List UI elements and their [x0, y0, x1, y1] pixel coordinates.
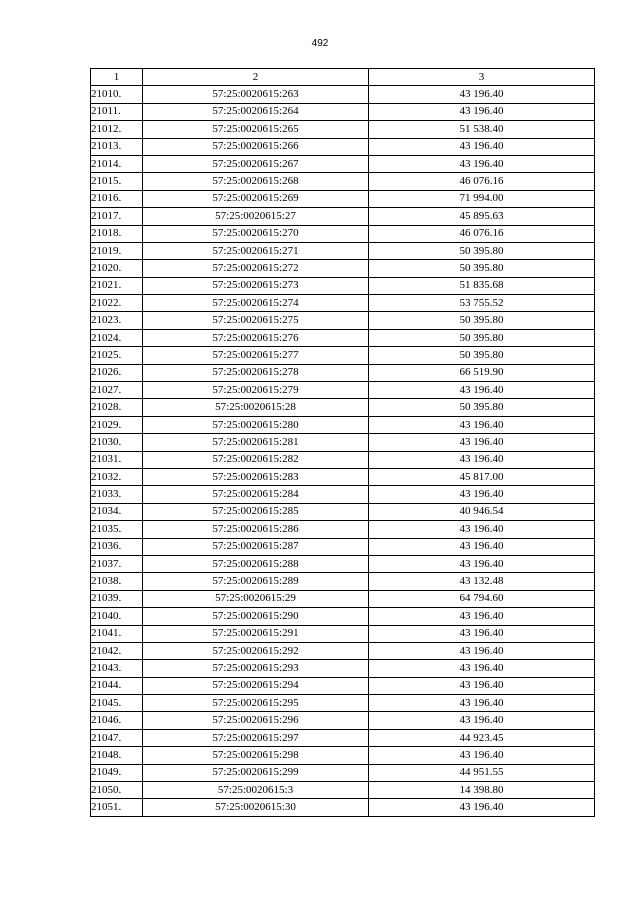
row-number-cell: 21012.	[91, 121, 143, 138]
row-number-cell: 21014.	[91, 155, 143, 172]
cadastral-value-cell: 14 398.80	[369, 782, 595, 799]
table-row	[91, 729, 595, 746]
cadastral-value-cell: 46 076.16	[369, 225, 595, 242]
row-number-cell: 21022.	[91, 295, 143, 312]
cadastral-value-cell: 50 395.80	[369, 260, 595, 277]
row-number-cell: 21047.	[91, 729, 143, 746]
cadastral-number-cell: 57:25:0020615:280	[143, 416, 369, 433]
table-row	[91, 86, 595, 103]
row-number-cell: 21048.	[91, 747, 143, 764]
table-row	[91, 747, 595, 764]
table-row	[91, 242, 595, 259]
row-number-cell: 21041.	[91, 625, 143, 642]
cadastral-value-cell: 43 196.40	[369, 660, 595, 677]
row-number-cell: 21029.	[91, 416, 143, 433]
cadastral-value-cell: 43 196.40	[369, 86, 595, 103]
cadastral-number-cell: 57:25:0020615:296	[143, 712, 369, 729]
cadastral-value-cell: 43 196.40	[369, 608, 595, 625]
row-number-cell: 21018.	[91, 225, 143, 242]
cadastral-number-cell: 57:25:0020615:274	[143, 295, 369, 312]
cadastral-value-cell: 50 395.80	[369, 399, 595, 416]
table-row	[91, 416, 595, 433]
row-number-cell: 21016.	[91, 190, 143, 207]
row-number-cell: 21032.	[91, 468, 143, 485]
table-row	[91, 712, 595, 729]
cadastral-value-cell: 43 196.40	[369, 103, 595, 120]
table-row	[91, 190, 595, 207]
row-number-cell: 21025.	[91, 347, 143, 364]
table-row	[91, 573, 595, 590]
cadastral-value-cell: 43 196.40	[369, 642, 595, 659]
row-number-cell: 21026.	[91, 364, 143, 381]
cadastral-value-cell: 46 076.16	[369, 173, 595, 190]
row-number-cell: 21044.	[91, 677, 143, 694]
cadastral-number-cell: 57:25:0020615:276	[143, 329, 369, 346]
row-number-cell: 21042.	[91, 642, 143, 659]
table-row	[91, 225, 595, 242]
row-number-cell: 21011.	[91, 103, 143, 120]
row-number-cell: 21010.	[91, 86, 143, 103]
cadastral-value-cell: 43 196.40	[369, 747, 595, 764]
column-header-1: 1	[91, 69, 143, 86]
cadastral-number-cell: 57:25:0020615:3	[143, 782, 369, 799]
cadastral-value-cell: 40 946.54	[369, 503, 595, 520]
cadastral-value-cell: 43 132.48	[369, 573, 595, 590]
cadastral-value-cell: 43 196.40	[369, 799, 595, 816]
table-row	[91, 642, 595, 659]
row-number-cell: 21050.	[91, 782, 143, 799]
cadastral-value-cell: 43 196.40	[369, 625, 595, 642]
table-header-row	[91, 69, 595, 86]
table-row	[91, 660, 595, 677]
row-number-cell: 21038.	[91, 573, 143, 590]
cadastral-value-cell: 43 196.40	[369, 695, 595, 712]
row-number-cell: 21033.	[91, 486, 143, 503]
table-row	[91, 677, 595, 694]
cadastral-number-cell: 57:25:0020615:29	[143, 590, 369, 607]
cadastral-number-cell: 57:25:0020615:282	[143, 451, 369, 468]
row-number-cell: 21036.	[91, 538, 143, 555]
cadastral-number-cell: 57:25:0020615:263	[143, 86, 369, 103]
table-row	[91, 103, 595, 120]
table-row	[91, 382, 595, 399]
row-number-cell: 21043.	[91, 660, 143, 677]
row-number-cell: 21049.	[91, 764, 143, 781]
cadastral-value-table	[90, 68, 595, 817]
cadastral-value-cell: 71 994.00	[369, 190, 595, 207]
table-row	[91, 555, 595, 572]
cadastral-number-cell: 57:25:0020615:297	[143, 729, 369, 746]
cadastral-value-cell: 53 755.52	[369, 295, 595, 312]
table-row	[91, 503, 595, 520]
cadastral-number-cell: 57:25:0020615:275	[143, 312, 369, 329]
cadastral-number-cell: 57:25:0020615:299	[143, 764, 369, 781]
table-row	[91, 434, 595, 451]
cadastral-value-cell: 43 196.40	[369, 538, 595, 555]
row-number-cell: 21028.	[91, 399, 143, 416]
cadastral-value-cell: 43 196.40	[369, 382, 595, 399]
cadastral-value-cell: 45 817.00	[369, 468, 595, 485]
row-number-cell: 21034.	[91, 503, 143, 520]
column-header-3: 3	[369, 69, 595, 86]
cadastral-value-cell: 43 196.40	[369, 155, 595, 172]
cadastral-number-cell: 57:25:0020615:289	[143, 573, 369, 590]
cadastral-number-cell: 57:25:0020615:270	[143, 225, 369, 242]
page-number: 492	[311, 38, 329, 49]
cadastral-number-cell: 57:25:0020615:279	[143, 382, 369, 399]
table-row	[91, 521, 595, 538]
row-number-cell: 21021.	[91, 277, 143, 294]
cadastral-number-cell: 57:25:0020615:266	[143, 138, 369, 155]
table-row	[91, 329, 595, 346]
cadastral-value-cell: 43 196.40	[369, 138, 595, 155]
cadastral-number-cell: 57:25:0020615:271	[143, 242, 369, 259]
cadastral-value-cell: 45 895.63	[369, 208, 595, 225]
cadastral-number-cell: 57:25:0020615:288	[143, 555, 369, 572]
cadastral-value-cell: 44 951.55	[369, 764, 595, 781]
cadastral-value-cell: 43 196.40	[369, 555, 595, 572]
cadastral-number-cell: 57:25:0020615:30	[143, 799, 369, 816]
cadastral-number-cell: 57:25:0020615:269	[143, 190, 369, 207]
table-row	[91, 695, 595, 712]
cadastral-number-cell: 57:25:0020615:290	[143, 608, 369, 625]
cadastral-number-cell: 57:25:0020615:277	[143, 347, 369, 364]
row-number-cell: 21019.	[91, 242, 143, 259]
row-number-cell: 21039.	[91, 590, 143, 607]
table-row	[91, 260, 595, 277]
table-row	[91, 173, 595, 190]
cadastral-value-cell: 43 196.40	[369, 486, 595, 503]
row-number-cell: 21040.	[91, 608, 143, 625]
cadastral-number-cell: 57:25:0020615:273	[143, 277, 369, 294]
cadastral-number-cell: 57:25:0020615:286	[143, 521, 369, 538]
table-row	[91, 399, 595, 416]
cadastral-value-cell: 43 196.40	[369, 434, 595, 451]
table-row	[91, 764, 595, 781]
cadastral-number-cell: 57:25:0020615:267	[143, 155, 369, 172]
cadastral-number-cell: 57:25:0020615:278	[143, 364, 369, 381]
cadastral-number-cell: 57:25:0020615:298	[143, 747, 369, 764]
row-number-cell: 21035.	[91, 521, 143, 538]
cadastral-value-cell: 43 196.40	[369, 416, 595, 433]
row-number-cell: 21013.	[91, 138, 143, 155]
cadastral-number-cell: 57:25:0020615:264	[143, 103, 369, 120]
row-number-cell: 21023.	[91, 312, 143, 329]
cadastral-number-cell: 57:25:0020615:268	[143, 173, 369, 190]
row-number-cell: 21037.	[91, 555, 143, 572]
table-row	[91, 277, 595, 294]
cadastral-value-cell: 43 196.40	[369, 712, 595, 729]
table-body	[91, 69, 595, 817]
row-number-cell: 21027.	[91, 382, 143, 399]
cadastral-number-cell: 57:25:0020615:272	[143, 260, 369, 277]
cadastral-number-cell: 57:25:0020615:292	[143, 642, 369, 659]
cadastral-value-cell: 43 196.40	[369, 451, 595, 468]
row-number-cell: 21046.	[91, 712, 143, 729]
cadastral-number-cell: 57:25:0020615:283	[143, 468, 369, 485]
cadastral-value-cell: 64 794.60	[369, 590, 595, 607]
cadastral-number-cell: 57:25:0020615:27	[143, 208, 369, 225]
table-row	[91, 295, 595, 312]
table-row	[91, 625, 595, 642]
cadastral-number-cell: 57:25:0020615:295	[143, 695, 369, 712]
table-row	[91, 608, 595, 625]
cadastral-number-cell: 57:25:0020615:28	[143, 399, 369, 416]
table-row	[91, 468, 595, 485]
cadastral-value-cell: 51 538.40	[369, 121, 595, 138]
table-row	[91, 538, 595, 555]
cadastral-number-cell: 57:25:0020615:265	[143, 121, 369, 138]
row-number-cell: 21015.	[91, 173, 143, 190]
row-number-cell: 21020.	[91, 260, 143, 277]
column-header-2: 2	[143, 69, 369, 86]
table-row	[91, 486, 595, 503]
cadastral-number-cell: 57:25:0020615:284	[143, 486, 369, 503]
cadastral-number-cell: 57:25:0020615:294	[143, 677, 369, 694]
cadastral-value-cell: 51 835.68	[369, 277, 595, 294]
cadastral-number-cell: 57:25:0020615:293	[143, 660, 369, 677]
row-number-cell: 21031.	[91, 451, 143, 468]
cadastral-value-cell: 50 395.80	[369, 347, 595, 364]
table-row	[91, 138, 595, 155]
row-number-cell: 21024.	[91, 329, 143, 346]
cadastral-value-cell: 43 196.40	[369, 521, 595, 538]
table-row	[91, 155, 595, 172]
row-number-cell: 21045.	[91, 695, 143, 712]
table-row	[91, 208, 595, 225]
cadastral-number-cell: 57:25:0020615:285	[143, 503, 369, 520]
table-row	[91, 364, 595, 381]
table-row	[91, 590, 595, 607]
cadastral-number-cell: 57:25:0020615:281	[143, 434, 369, 451]
cadastral-value-cell: 50 395.80	[369, 329, 595, 346]
table-row	[91, 782, 595, 799]
table-row	[91, 121, 595, 138]
table-row	[91, 799, 595, 816]
cadastral-number-cell: 57:25:0020615:291	[143, 625, 369, 642]
cadastral-value-cell: 50 395.80	[369, 242, 595, 259]
row-number-cell: 21030.	[91, 434, 143, 451]
cadastral-number-cell: 57:25:0020615:287	[143, 538, 369, 555]
cadastral-value-cell: 50 395.80	[369, 312, 595, 329]
table-row	[91, 347, 595, 364]
cadastral-value-cell: 66 519.90	[369, 364, 595, 381]
cadastral-value-cell: 43 196.40	[369, 677, 595, 694]
table-row	[91, 451, 595, 468]
cadastral-value-cell: 44 923.45	[369, 729, 595, 746]
row-number-cell: 21017.	[91, 208, 143, 225]
row-number-cell: 21051.	[91, 799, 143, 816]
table-row	[91, 312, 595, 329]
